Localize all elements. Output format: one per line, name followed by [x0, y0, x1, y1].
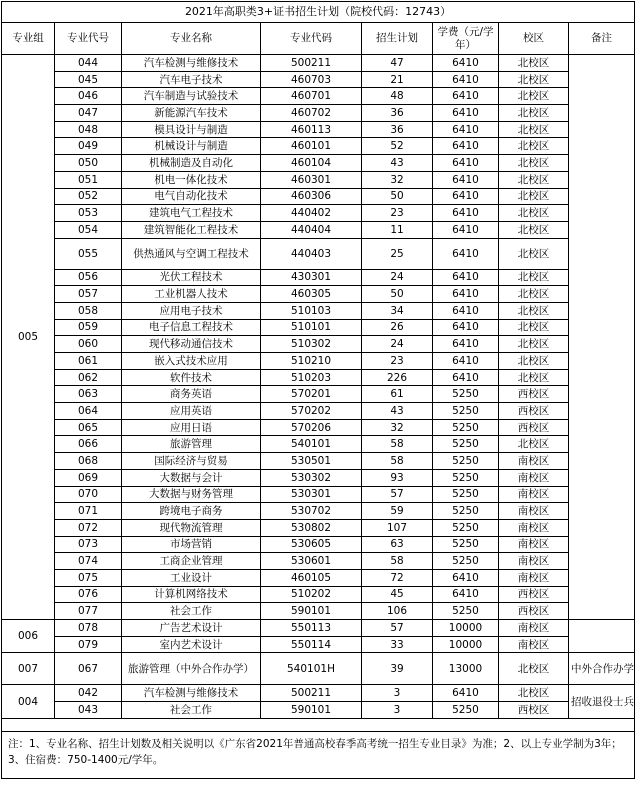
major-name-cell: 市场营销	[122, 536, 261, 553]
tuition-cell: 6410	[433, 269, 499, 286]
campus-cell: 北校区	[499, 685, 569, 702]
campus-cell: 南校区	[499, 519, 569, 536]
major-name-cell: 工商企业管理	[122, 553, 261, 570]
major-id-cell: 047	[55, 105, 122, 122]
major-name-cell: 广告艺术设计	[122, 620, 261, 637]
major-name-cell: 应用日语	[122, 419, 261, 436]
major-name-cell: 商务英语	[122, 386, 261, 403]
major-id-cell: 055	[55, 238, 122, 269]
table-row	[2, 336, 635, 353]
tuition-cell: 6410	[433, 336, 499, 353]
major-name-cell: 电气自动化技术	[122, 188, 261, 205]
major-code-cell: 530605	[261, 536, 362, 553]
major-id-cell: 067	[55, 653, 122, 685]
tuition-cell: 6410	[433, 569, 499, 586]
major-name-cell: 国际经济与贸易	[122, 453, 261, 470]
quota-cell: 61	[362, 386, 433, 403]
campus-cell: 南校区	[499, 620, 569, 637]
major-name-cell: 机械设计与制造	[122, 138, 261, 155]
major-name-cell: 模具设计与制造	[122, 121, 261, 138]
quota-cell: 57	[362, 620, 433, 637]
tuition-cell: 13000	[433, 653, 499, 685]
major-id-cell: 045	[55, 71, 122, 88]
tuition-cell: 6410	[433, 155, 499, 172]
campus-cell: 北校区	[499, 121, 569, 138]
major-name-cell: 汽车检测与维修技术	[122, 55, 261, 72]
tuition-cell: 5250	[433, 403, 499, 420]
major-code-cell: 590101	[261, 702, 362, 719]
campus-cell: 南校区	[499, 453, 569, 470]
major-code-cell: 460306	[261, 188, 362, 205]
major-id-cell: 075	[55, 569, 122, 586]
campus-cell: 西校区	[499, 702, 569, 719]
major-name-cell: 大数据与财务管理	[122, 486, 261, 503]
major-id-cell: 050	[55, 155, 122, 172]
major-name-cell: 建筑智能化工程技术	[122, 221, 261, 238]
major-name-cell: 汽车电子技术	[122, 71, 261, 88]
campus-cell: 北校区	[499, 336, 569, 353]
table-row	[2, 569, 635, 586]
table-row	[2, 536, 635, 553]
table-row	[2, 238, 635, 269]
major-id-cell: 051	[55, 171, 122, 188]
quota-cell: 50	[362, 286, 433, 303]
table-title: 2021年高职类3+证书招生计划（院校代码：12743）	[2, 2, 635, 23]
quota-cell: 39	[362, 653, 433, 685]
major-id-cell: 063	[55, 386, 122, 403]
major-code-cell: 460104	[261, 155, 362, 172]
remark-cell	[569, 55, 635, 620]
quota-cell: 107	[362, 519, 433, 536]
major-code-cell: 510103	[261, 302, 362, 319]
major-code-cell: 530302	[261, 469, 362, 486]
major-name-cell: 室内艺术设计	[122, 636, 261, 653]
tuition-cell: 5250	[433, 519, 499, 536]
major-name-cell: 旅游管理（中外合作办学）	[122, 653, 261, 685]
major-id-cell: 070	[55, 486, 122, 503]
quota-cell: 34	[362, 302, 433, 319]
major-code-cell: 550114	[261, 636, 362, 653]
quota-cell: 58	[362, 436, 433, 453]
table-row	[2, 205, 635, 222]
major-name-cell: 嵌入式技术应用	[122, 353, 261, 370]
major-id-cell: 054	[55, 221, 122, 238]
table-row	[2, 88, 635, 105]
major-id-cell: 046	[55, 88, 122, 105]
major-name-cell: 跨境电子商务	[122, 503, 261, 520]
tuition-cell: 6410	[433, 286, 499, 303]
major-name-cell: 应用英语	[122, 403, 261, 420]
major-id-cell: 072	[55, 519, 122, 536]
quota-cell: 36	[362, 105, 433, 122]
campus-cell: 南校区	[499, 503, 569, 520]
major-name-cell: 机械制造及自动化	[122, 155, 261, 172]
major-name-cell: 大数据与会计	[122, 469, 261, 486]
campus-cell: 西校区	[499, 586, 569, 603]
major-code-cell: 440404	[261, 221, 362, 238]
campus-cell: 西校区	[499, 386, 569, 403]
major-id-cell: 079	[55, 636, 122, 653]
major-name-cell: 工业机器人技术	[122, 286, 261, 303]
quota-cell: 58	[362, 553, 433, 570]
campus-cell: 北校区	[499, 269, 569, 286]
major-name-cell: 社会工作	[122, 603, 261, 620]
quota-cell: 63	[362, 536, 433, 553]
table-row	[2, 702, 635, 719]
tuition-cell: 5250	[433, 553, 499, 570]
quota-cell: 226	[362, 369, 433, 386]
group-cell: 005	[2, 55, 55, 620]
major-id-cell: 043	[55, 702, 122, 719]
table-row	[2, 586, 635, 603]
table-row	[2, 620, 635, 637]
table-row	[2, 486, 635, 503]
quota-cell: 11	[362, 221, 433, 238]
major-id-cell: 048	[55, 121, 122, 138]
major-id-cell: 076	[55, 586, 122, 603]
table-row	[2, 188, 635, 205]
major-name-cell: 旅游管理	[122, 436, 261, 453]
table-row	[2, 138, 635, 155]
tuition-cell: 5250	[433, 419, 499, 436]
header-cell: 专业名称	[122, 23, 261, 55]
tuition-cell: 5250	[433, 469, 499, 486]
major-code-cell: 460113	[261, 121, 362, 138]
table-row	[2, 221, 635, 238]
table-row	[2, 105, 635, 122]
major-name-cell: 机电一体化技术	[122, 171, 261, 188]
major-name-cell: 供热通风与空调工程技术	[122, 238, 261, 269]
major-code-cell: 460301	[261, 171, 362, 188]
remark-cell: 中外合作办学	[569, 653, 635, 685]
major-name-cell: 社会工作	[122, 702, 261, 719]
header-cell: 专业代号	[55, 23, 122, 55]
tuition-cell: 5250	[433, 603, 499, 620]
header-cell: 备注	[569, 23, 635, 55]
major-id-cell: 071	[55, 503, 122, 520]
campus-cell: 北校区	[499, 188, 569, 205]
campus-cell: 南校区	[499, 536, 569, 553]
tuition-cell: 6410	[433, 221, 499, 238]
major-code-cell: 460305	[261, 286, 362, 303]
campus-cell: 南校区	[499, 486, 569, 503]
tuition-cell: 6410	[433, 238, 499, 269]
campus-cell: 北校区	[499, 155, 569, 172]
campus-cell: 北校区	[499, 171, 569, 188]
header-cell: 学费（元/学年）	[433, 23, 499, 55]
table-row	[2, 503, 635, 520]
quota-cell: 50	[362, 188, 433, 205]
quota-cell: 43	[362, 403, 433, 420]
quota-cell: 23	[362, 353, 433, 370]
major-name-cell: 光伏工程技术	[122, 269, 261, 286]
major-name-cell: 汽车检测与维修技术	[122, 685, 261, 702]
campus-cell: 南校区	[499, 553, 569, 570]
quota-cell: 3	[362, 685, 433, 702]
major-id-cell: 064	[55, 403, 122, 420]
major-code-cell: 510101	[261, 319, 362, 336]
table-row	[2, 453, 635, 470]
tuition-cell: 6410	[433, 319, 499, 336]
major-code-cell: 570202	[261, 403, 362, 420]
major-id-cell: 065	[55, 419, 122, 436]
major-id-cell: 053	[55, 205, 122, 222]
campus-cell: 北校区	[499, 55, 569, 72]
major-code-cell: 510203	[261, 369, 362, 386]
quota-cell: 52	[362, 138, 433, 155]
table-row	[2, 71, 635, 88]
quota-cell: 25	[362, 238, 433, 269]
table-row	[2, 353, 635, 370]
table-row	[2, 436, 635, 453]
campus-cell: 北校区	[499, 653, 569, 685]
tuition-cell: 6410	[433, 71, 499, 88]
campus-cell: 北校区	[499, 302, 569, 319]
header-cell: 招生计划	[362, 23, 433, 55]
tuition-cell: 10000	[433, 636, 499, 653]
campus-cell: 北校区	[499, 353, 569, 370]
campus-cell: 北校区	[499, 71, 569, 88]
table-row	[2, 302, 635, 319]
quota-cell: 32	[362, 171, 433, 188]
table-row	[2, 55, 635, 72]
major-code-cell: 510210	[261, 353, 362, 370]
major-code-cell: 530702	[261, 503, 362, 520]
group-cell: 004	[2, 685, 55, 718]
major-code-cell: 570206	[261, 419, 362, 436]
campus-cell: 北校区	[499, 436, 569, 453]
header-cell: 校区	[499, 23, 569, 55]
tuition-cell: 6410	[433, 105, 499, 122]
tuition-cell: 6410	[433, 685, 499, 702]
major-id-cell: 042	[55, 685, 122, 702]
enrollment-plan-table	[1, 1, 635, 779]
major-code-cell: 460101	[261, 138, 362, 155]
table-row	[2, 519, 635, 536]
table-row	[2, 121, 635, 138]
quota-cell: 47	[362, 55, 433, 72]
campus-cell: 北校区	[499, 138, 569, 155]
tuition-cell: 5250	[433, 436, 499, 453]
major-id-cell: 052	[55, 188, 122, 205]
quota-cell: 3	[362, 702, 433, 719]
major-code-cell: 570201	[261, 386, 362, 403]
major-id-cell: 073	[55, 536, 122, 553]
quota-cell: 33	[362, 636, 433, 653]
table-row	[2, 369, 635, 386]
table-row	[2, 603, 635, 620]
major-id-cell: 056	[55, 269, 122, 286]
tuition-cell: 5250	[433, 503, 499, 520]
enrollment-plan-sheet	[1, 1, 634, 790]
campus-cell: 西校区	[499, 403, 569, 420]
tuition-cell: 5250	[433, 453, 499, 470]
quota-cell: 59	[362, 503, 433, 520]
major-code-cell: 550113	[261, 620, 362, 637]
campus-cell: 南校区	[499, 636, 569, 653]
campus-cell: 北校区	[499, 105, 569, 122]
tuition-cell: 6410	[433, 55, 499, 72]
quota-cell: 26	[362, 319, 433, 336]
table-row	[2, 155, 635, 172]
major-id-cell: 068	[55, 453, 122, 470]
quota-cell: 57	[362, 486, 433, 503]
major-id-cell: 049	[55, 138, 122, 155]
major-code-cell: 530601	[261, 553, 362, 570]
major-id-cell: 062	[55, 369, 122, 386]
major-code-cell: 500211	[261, 55, 362, 72]
major-code-cell: 530501	[261, 453, 362, 470]
major-id-cell: 060	[55, 336, 122, 353]
table-row	[2, 685, 635, 702]
group-cell: 006	[2, 620, 55, 653]
tuition-cell: 5250	[433, 386, 499, 403]
table-row	[2, 403, 635, 420]
major-code-cell: 440403	[261, 238, 362, 269]
major-name-cell: 电子信息工程技术	[122, 319, 261, 336]
major-name-cell: 工业设计	[122, 569, 261, 586]
major-id-cell: 059	[55, 319, 122, 336]
major-code-cell: 510302	[261, 336, 362, 353]
remark-cell: 招收退役士兵	[569, 685, 635, 718]
quota-cell: 45	[362, 586, 433, 603]
major-id-cell: 061	[55, 353, 122, 370]
header-cell: 专业组	[2, 23, 55, 55]
campus-cell: 北校区	[499, 221, 569, 238]
tuition-cell: 6410	[433, 138, 499, 155]
footnote: 注：1、专业名称、招生计划数及相关说明以《广东省2021年普通高校春季高考统一招生专业目录》为准；2、以上专业学制为3年；3、住宿费：750-1400元/学年。	[2, 731, 635, 778]
tuition-cell: 6410	[433, 369, 499, 386]
quota-cell: 21	[362, 71, 433, 88]
major-id-cell: 078	[55, 620, 122, 637]
major-id-cell: 066	[55, 436, 122, 453]
major-id-cell: 074	[55, 553, 122, 570]
major-id-cell: 069	[55, 469, 122, 486]
table-row	[2, 653, 635, 685]
major-name-cell: 应用电子技术	[122, 302, 261, 319]
major-code-cell: 460105	[261, 569, 362, 586]
major-code-cell: 540101H	[261, 653, 362, 685]
table-row	[2, 469, 635, 486]
campus-cell: 西校区	[499, 419, 569, 436]
table-row	[2, 419, 635, 436]
tuition-cell: 6410	[433, 586, 499, 603]
major-name-cell: 建筑电气工程技术	[122, 205, 261, 222]
major-code-cell: 590101	[261, 603, 362, 620]
table-row	[2, 636, 635, 653]
table-row	[2, 319, 635, 336]
major-code-cell: 500211	[261, 685, 362, 702]
table-row	[2, 286, 635, 303]
quota-cell: 93	[362, 469, 433, 486]
quota-cell: 72	[362, 569, 433, 586]
quota-cell: 24	[362, 336, 433, 353]
quota-cell: 24	[362, 269, 433, 286]
quota-cell: 23	[362, 205, 433, 222]
spacer-row	[2, 718, 635, 731]
major-name-cell: 软件技术	[122, 369, 261, 386]
major-id-cell: 077	[55, 603, 122, 620]
quota-cell: 43	[362, 155, 433, 172]
major-code-cell: 440402	[261, 205, 362, 222]
campus-cell: 北校区	[499, 88, 569, 105]
major-name-cell: 汽车制造与试验技术	[122, 88, 261, 105]
quota-cell: 58	[362, 453, 433, 470]
major-code-cell: 530802	[261, 519, 362, 536]
table-row	[2, 269, 635, 286]
major-code-cell: 540101	[261, 436, 362, 453]
table-row	[2, 553, 635, 570]
campus-cell: 南校区	[499, 569, 569, 586]
table-row	[2, 171, 635, 188]
tuition-cell: 5250	[433, 702, 499, 719]
major-id-cell: 058	[55, 302, 122, 319]
campus-cell: 北校区	[499, 286, 569, 303]
group-cell: 007	[2, 653, 55, 685]
major-code-cell: 510202	[261, 586, 362, 603]
tuition-cell: 6410	[433, 188, 499, 205]
major-code-cell: 460701	[261, 88, 362, 105]
major-name-cell: 现代移动通信技术	[122, 336, 261, 353]
quota-cell: 32	[362, 419, 433, 436]
header-cell: 专业代码	[261, 23, 362, 55]
remark-cell	[569, 620, 635, 653]
tuition-cell: 10000	[433, 620, 499, 637]
tuition-cell: 6410	[433, 171, 499, 188]
major-code-cell: 460703	[261, 71, 362, 88]
tuition-cell: 5250	[433, 486, 499, 503]
tuition-cell: 6410	[433, 302, 499, 319]
campus-cell: 北校区	[499, 238, 569, 269]
campus-cell: 北校区	[499, 319, 569, 336]
major-code-cell: 530301	[261, 486, 362, 503]
quota-cell: 36	[362, 121, 433, 138]
campus-cell: 西校区	[499, 603, 569, 620]
quota-cell: 48	[362, 88, 433, 105]
campus-cell: 北校区	[499, 369, 569, 386]
header-row	[2, 23, 635, 55]
major-name-cell: 现代物流管理	[122, 519, 261, 536]
campus-cell: 北校区	[499, 205, 569, 222]
tuition-cell: 5250	[433, 536, 499, 553]
major-id-cell: 057	[55, 286, 122, 303]
major-name-cell: 新能源汽车技术	[122, 105, 261, 122]
major-id-cell: 044	[55, 55, 122, 72]
campus-cell: 南校区	[499, 469, 569, 486]
tuition-cell: 6410	[433, 121, 499, 138]
major-code-cell: 460702	[261, 105, 362, 122]
table-row	[2, 386, 635, 403]
tuition-cell: 6410	[433, 353, 499, 370]
tuition-cell: 6410	[433, 88, 499, 105]
tuition-cell: 6410	[433, 205, 499, 222]
major-code-cell: 430301	[261, 269, 362, 286]
quota-cell: 106	[362, 603, 433, 620]
major-name-cell: 计算机网络技术	[122, 586, 261, 603]
